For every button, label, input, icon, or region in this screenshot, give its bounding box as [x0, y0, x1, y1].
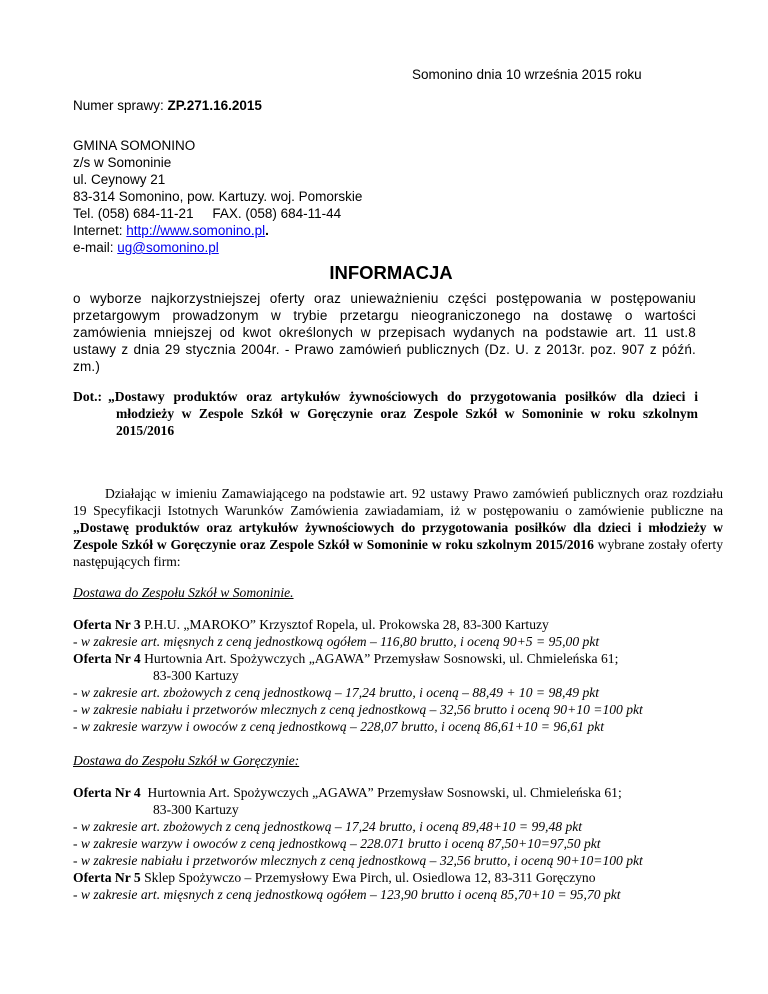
offer-5-line [73, 869, 753, 886]
section-goreczyno-heading: Dostawa do Zespołu Szkół w Goręczynie: [73, 753, 300, 768]
offer-4-text: Hurtownia Art. Spożywczych „AGAWA” Przemysław Sosnowski, ul. Chmieleńska 61; [140, 651, 619, 666]
email-line [73, 239, 362, 256]
offer-4b-line [73, 784, 753, 801]
dot-subject: „Dostawy produktów oraz artykułów żywnościowych do przygotowania posiłków dla dzieci i młodzieży w Zespole Szkół w Goręczynie oraz Zespole Szkół w Somoninie w roku szkolnym 2015/2016 [108, 389, 698, 438]
case-number: ZP.271.16.2015 [167, 98, 262, 113]
offer-3-text: P.H.U. „MAROKO” Krzysztof Ropela, ul. Prokowska 28, 83-300 Kartuzy [140, 617, 549, 632]
address-block [73, 137, 362, 256]
address-line-1: z/s w Somoninie [73, 155, 172, 170]
body-part-2: wybrane zostały oferty następujących firm: [73, 537, 723, 569]
offer-4b-city: 83-300 Kartuzy [153, 802, 239, 817]
offer-4b-item-2: - w zakresie warzyw i owoców z ceną jednostkową – 228.071 brutto i oceną 87,50+10=97,50 pkt [73, 836, 601, 851]
case-number-label: Numer sprawy: [73, 98, 168, 113]
section-somonino-offers [73, 616, 753, 735]
place-date: Somonino dnia 10 września 2015 roku [412, 67, 642, 82]
offer-4b-text: Hurtownia Art. Spożywczych „AGAWA” Przemysław Sosnowski, ul. Chmieleńska 61; [140, 785, 622, 800]
website-link[interactable]: http://www.somonino.pl [126, 223, 266, 238]
email-label: e-mail: [73, 240, 118, 255]
internet-dot: . [265, 223, 269, 238]
body-part-1: Działając w imieniu Zamawiającego na podstawie art. 92 ustawy Prawo zamówień publicznych oraz rozdziału 19 Specyfikacji Istotnych Warunków Zamówienia zawiadamiam, iż w postępowaniu o zamówienie publiczne na [73, 486, 723, 518]
offer-5-label: Oferta Nr 5 [73, 870, 141, 885]
offer-4-item-1: - w zakresie art. zbożowych z ceną jednostkową – 17,24 brutto, i oceną – 88,49 + 10 = 98,49 pkt [73, 685, 600, 700]
offer-4-label: Oferta Nr 4 [73, 651, 141, 666]
intro-paragraph: o wyborze najkorzystniejszej oferty oraz unieważnieniu części postępowania w postępowaniu przetargowym prowadzonym w trybie przetargu nieograniczonego na dostawę o wartości zamówienia mniejszej od kwot określonych w przepisach wydanych na podstawie art. 11 ust.8 ustawy z dnia 29 stycznia 2004r. - Prawo zamówień publicznych (Dz. U. z 2013r. poz. 907 z późń. zm.) [73, 291, 696, 374]
offer-3-label: Oferta Nr 3 [73, 617, 141, 632]
internet-line [73, 222, 362, 239]
address-line-2: ul. Ceynowy 21 [73, 172, 166, 187]
section-somonino-heading: Dostawa do Zespołu Szkół w Somoninie. [73, 585, 294, 600]
offer-4b-label: Oferta Nr 4 [73, 785, 141, 800]
section-goreczyno-offers [73, 784, 753, 903]
offer-5-item-1: - w zakresie art. mięsnych z ceną jednostkową ogółem – 123,90 brutto i oceną 85,70+10 = 95,70 pkt [73, 887, 621, 902]
case-number-line [73, 97, 262, 114]
phone-fax-line: Tel. (058) 684-11-21 FAX. (058) 684-11-44 [73, 206, 342, 221]
offer-4-city: 83-300 Kartuzy [153, 668, 239, 683]
address-line-3: 83-314 Somonino, pow. Kartuzy. woj. Pomorskie [73, 189, 363, 204]
dot-label: Dot.: [73, 389, 103, 404]
offer-3-item-1: - w zakresie art. mięsnych z ceną jednostkową ogółem – 116,80 brutto, i oceną 90+5 = 95,00 pkt [73, 634, 600, 649]
offer-4-line [73, 650, 753, 667]
email-link[interactable]: ug@somonino.pl [117, 240, 219, 255]
org-name: GMINA SOMONINO [73, 138, 196, 153]
offer-5-text: Sklep Spożywczo – Przemysłowy Ewa Pirch, ul. Osiedlowa 12, 83-311 Goręczyno [140, 870, 596, 885]
offer-4-item-2: - w zakresie nabiału i przetworów mlecznych z ceną jednostkową – 32,56 brutto i oceną 90+10 =100 pkt [73, 702, 643, 717]
offer-4-item-3: - w zakresie warzyw i owoców z ceną jednostkową – 228,07 brutto, i oceną 86,61+10 = 96,61 pkt [73, 719, 604, 734]
document-title: INFORMACJA [329, 262, 453, 283]
body-subject: „Dostawę produktów oraz artykułów żywnościowych do przygotowania posiłków dla dzieci i młodzieży w Zespole Szkół w Goręczynie oraz Zespole Szkół w Somoninie w roku szkolnym 2015/2016 [73, 520, 723, 552]
offer-4b-item-3: - w zakresie nabiału i przetworów mlecznych z ceną jednostkową – 32,56 brutto, i oceną 90+10=100 pkt [73, 853, 643, 868]
body-paragraph [73, 485, 723, 570]
offer-3-line [73, 616, 753, 633]
offer-4b-item-1: - w zakresie art. zbożowych z ceną jednostkową – 17,24 brutto, i oceną 89,48+10 = 99,48 pkt [73, 819, 583, 834]
internet-label: Internet: [73, 223, 127, 238]
